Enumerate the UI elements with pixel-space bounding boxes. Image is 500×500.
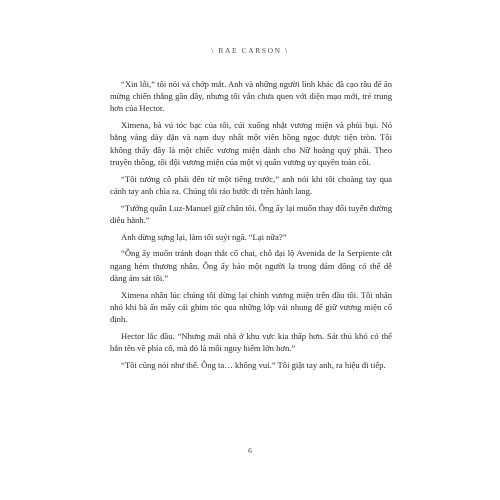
paragraph: Anh dừng sựng lại, làm tôi suýt ngã. “Lại nữa?”: [121, 231, 287, 242]
paragraph: Ximena nhân lúc chúng tôi dừng lại chỉnh vương miện trên đầu tôi. Tôi nhăn nhó khi bà ấn mấy cái ghim tóc qua những lớp vải nhung để giữ vương miện cố định.: [110, 289, 392, 325]
paragraph: Ximena, bà vú tóc bạc của tôi, cúi xuống nhặt vương miện và phủi bụi. Nó bằng vàng dày dặn và nạm duy nhất một viên hồng ngọc được tiện tròn. Tôi không thấy đây là một chiếc vương miện dành cho Nữ hoàng quý phái. Theo truyền thống, tôi đội vương miện của một vị quân vương uy quyền toàn cõi.: [110, 120, 392, 167]
paragraph: “Tôi cũng nói như thế. Ông ta… không vui.” Tôi giật tay anh, ra hiệu đi tiếp.: [121, 359, 386, 370]
paragraph: “Xin lỗi,” tôi nói và chớp mắt. Anh và những người lính khác đã cạo râu để ăn mừng chiến thắng gần đây, nhưng tôi vẫn chưa quen với diện mạo mới, trẻ trung hơn của Hector.: [110, 79, 392, 114]
body-text: [110, 78, 392, 376]
page-number: 6: [248, 446, 252, 455]
paragraph: “Ông ấy muốn tránh đoạn thắt cổ chai, chỗ đại lộ Avenida de la Serpiente cắt ngang hẻm thương nhân. Ông ấy bảo một người lạ trong đám đông có thể dễ dàng ám sát tôi.”: [110, 248, 392, 283]
paragraph: “Tướng quân Luz-Manuel giữ chân tôi. Ông ấy lại muốn thay đổi tuyến đường diễu hành.”: [110, 202, 392, 225]
paragraph: Hector lắc đầu. “Nhưng mái nhà ở khu vực kia thấp hơn. Sát thủ khó có thể bắn tên về phía cô, mà đó là mối nguy hiểm lớn hơn.”: [110, 330, 392, 354]
running-header: \ RAE CARSON \: [211, 46, 289, 55]
paragraph: “Tôi tưởng cô phải đến từ một tiếng trước,” anh nói khi tôi choàng tay qua cánh tay anh chìa ra. Chúng tôi rảo bước đi trên hành lang.: [110, 173, 392, 196]
